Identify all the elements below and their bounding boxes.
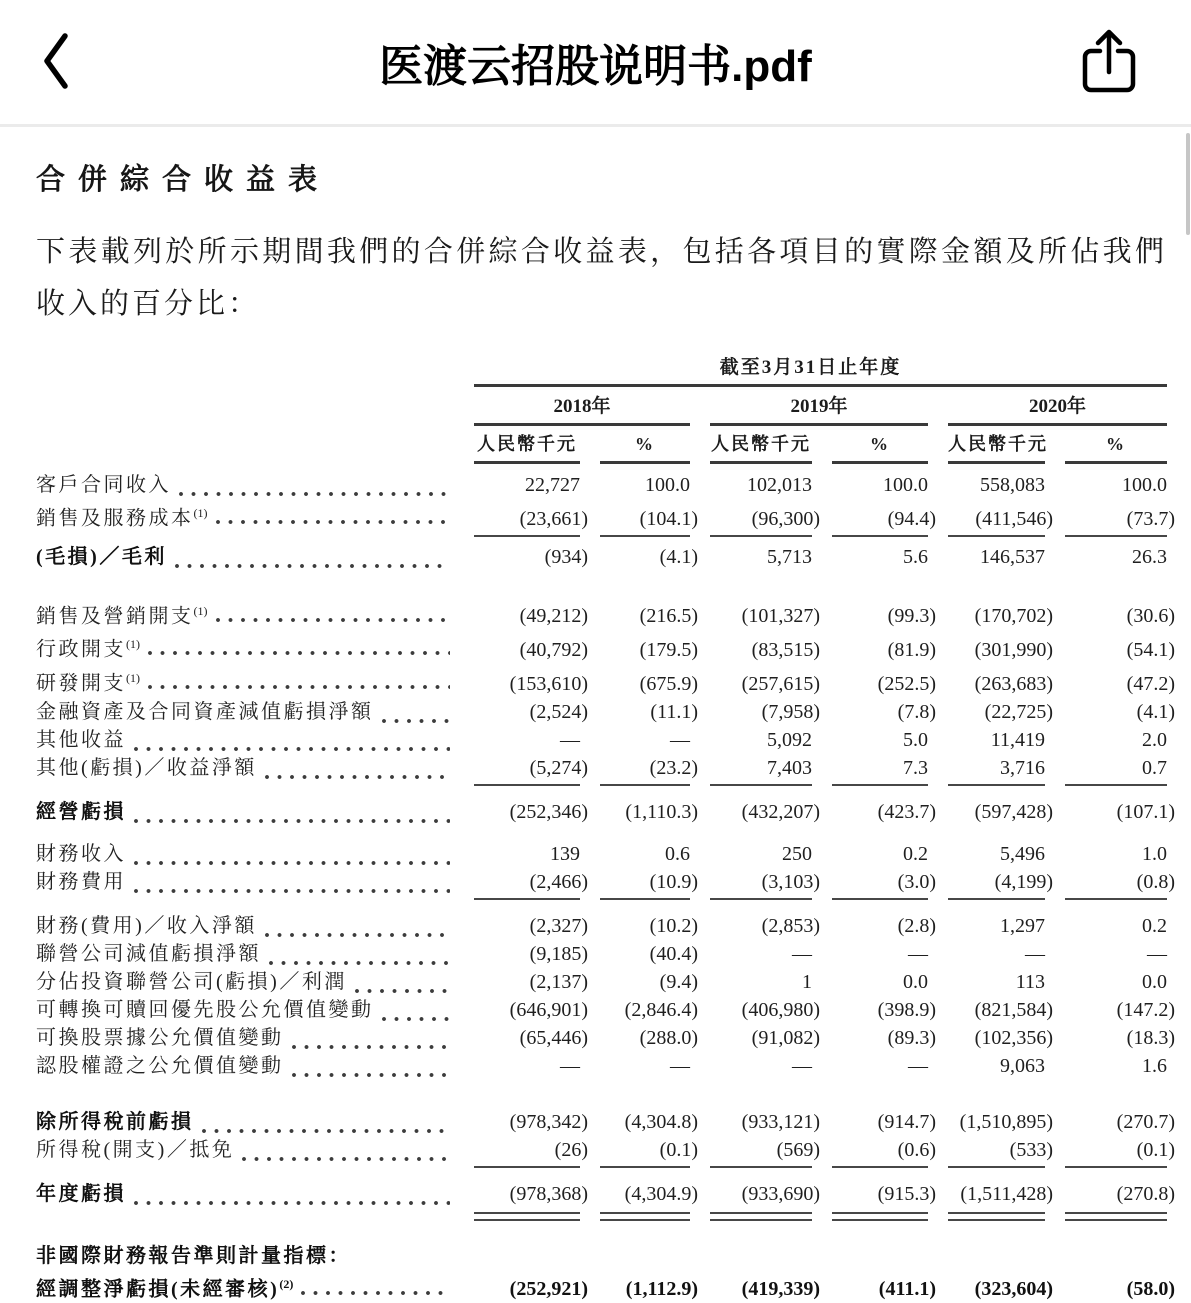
table-row (36, 1024, 1175, 1052)
column-rule (1065, 461, 1167, 464)
double-total-rule (948, 1212, 1045, 1221)
row-label: 金融資產及合同資產減值虧損淨額 (36, 698, 454, 726)
value-cell: 5,092 (767, 728, 812, 751)
year-header-2018: 2018年 (553, 396, 611, 417)
col-header-pct: % (870, 434, 890, 454)
pdf-page (0, 127, 1191, 1303)
value-cell: (2,137) (529, 970, 588, 993)
row-label: 銷售及營銷開支$^{(1)}$ (36, 597, 454, 631)
value-cell: (411.1) (878, 1278, 936, 1301)
value-cell: (1,510,895) (959, 1110, 1053, 1133)
dot-leader (382, 698, 451, 726)
subtotal-rule (600, 1164, 690, 1168)
table-row (36, 840, 1167, 868)
subtotal-rule (832, 533, 928, 537)
value-cell: (107.1) (1116, 800, 1175, 823)
value-cell: 5,496 (1000, 842, 1045, 865)
value-cell (928, 1242, 1045, 1270)
row-label: 其他收益 (36, 726, 454, 754)
value-cell: 0.6 (665, 842, 690, 865)
row-label: 除所得稅前虧損 (36, 1108, 454, 1136)
value-cell: 5.6 (903, 545, 928, 568)
row-label: 可轉換可贖回優先股公允價值變動 (36, 996, 454, 1024)
period-rule (474, 384, 1167, 387)
table-row (36, 1052, 1167, 1080)
value-cell: (411,546) (975, 507, 1053, 530)
value-cell: (4,304.8) (624, 1110, 698, 1133)
subtotal-rule (600, 782, 690, 786)
value-cell: (101,327) (741, 605, 820, 628)
row-label: 分佔投資聯營公司(虧損)／利潤 (36, 968, 454, 996)
share-button[interactable] (1073, 14, 1145, 110)
row-label: 客戶合同收入 (36, 471, 454, 499)
subtotal-rule (948, 1164, 1045, 1168)
value-cell: (4.1) (659, 545, 698, 568)
table-row (36, 726, 1167, 754)
year-rule (710, 423, 928, 426)
value-cell: 100.0 (645, 474, 690, 496)
table-period-row (36, 356, 1167, 380)
subtotal-rule (474, 782, 580, 786)
value-cell: (104.1) (639, 507, 698, 530)
value-cell: (147.2) (1116, 998, 1175, 1021)
value-cell: — (908, 942, 928, 965)
row-label: 其他(虧損)／收益淨額 (36, 754, 454, 782)
value-cell: (2.8) (897, 914, 936, 937)
dot-leader (134, 798, 450, 826)
value-cell: (4.1) (1136, 700, 1175, 723)
value-cell: (597,428) (974, 800, 1053, 823)
value-cell: 2.0 (1142, 728, 1167, 751)
period-header: 截至3月31日止年度 (719, 357, 902, 378)
dot-leader (134, 868, 450, 896)
value-cell: (934) (544, 545, 588, 568)
value-cell: (170,702) (974, 605, 1053, 628)
value-cell: 139 (550, 842, 580, 865)
dot-leader (179, 471, 450, 499)
row-label: 研發開支$^{(1)}$ (36, 664, 454, 698)
row-label: 認股權證之公允價值變動 (36, 1052, 454, 1080)
subtotal-rule (710, 533, 812, 537)
value-cell: (533) (1009, 1138, 1053, 1161)
value-cell: (10.9) (649, 870, 698, 893)
value-cell: (96,300) (751, 507, 820, 530)
value-cell: (2,327) (529, 914, 588, 937)
dot-leader (134, 840, 450, 868)
table-row (36, 1180, 1175, 1208)
value-cell: (65,446) (519, 1026, 588, 1049)
column-rule (474, 461, 580, 464)
value-cell: (83,515) (751, 638, 820, 661)
col-header-pct: % (635, 434, 655, 454)
subheader-rule-row (36, 456, 1167, 464)
value-cell: 1 (802, 970, 812, 993)
dot-leader (301, 1270, 450, 1303)
value-cell: (2,846.4) (624, 998, 698, 1021)
dot-leader (134, 726, 450, 754)
value-cell: (646,901) (509, 998, 588, 1021)
value-cell (1045, 1242, 1167, 1270)
rule-row (36, 782, 1167, 792)
table-row (36, 664, 1175, 698)
value-cell: (1,110.3) (625, 800, 698, 823)
value-cell: (5,274) (529, 756, 588, 779)
value-cell: (252,921) (509, 1278, 588, 1301)
row-label: 經調整淨虧損(未經審核)$^{(2)}$ (36, 1270, 454, 1303)
rule-row (36, 1208, 1167, 1218)
value-cell: (2,466) (529, 870, 588, 893)
value-cell: (94.4) (887, 507, 936, 530)
table-row (36, 996, 1175, 1024)
value-cell (690, 1242, 812, 1270)
value-cell: 558,083 (980, 474, 1045, 496)
value-cell: (11.1) (650, 700, 698, 723)
value-cell: (54.1) (1126, 638, 1175, 661)
income-statement-table (36, 356, 1175, 1303)
subtotal-rule (600, 896, 690, 900)
table-row (36, 1136, 1175, 1164)
column-rule (948, 461, 1045, 464)
value-cell: (4,199) (994, 870, 1053, 893)
value-cell: (179.5) (639, 638, 698, 661)
value-cell: (47.2) (1126, 672, 1175, 695)
double-total-rule (710, 1212, 812, 1221)
table-row (36, 754, 1167, 782)
table-row (36, 940, 1167, 968)
dot-leader (355, 968, 450, 996)
value-cell: 5,713 (767, 545, 812, 568)
subtotal-rule (710, 1164, 812, 1168)
value-cell: (9.4) (659, 970, 698, 993)
value-cell: (2,524) (529, 700, 588, 723)
rule-row (36, 896, 1167, 906)
dot-leader (265, 754, 450, 782)
value-cell: 3,716 (1000, 756, 1045, 779)
value-cell: — (1147, 942, 1167, 965)
dot-leader (148, 630, 450, 664)
year-rule (474, 423, 690, 426)
value-cell (812, 1242, 928, 1270)
rule-row (36, 533, 1167, 543)
table-row (36, 868, 1175, 896)
dot-leader (292, 1024, 451, 1052)
value-cell (454, 1242, 580, 1270)
value-cell: — (1025, 942, 1045, 965)
col-header-pct: % (1106, 434, 1126, 454)
table-row (36, 1270, 1175, 1303)
column-rule (600, 461, 690, 464)
subtotal-rule (1065, 782, 1167, 786)
value-cell: (23,661) (519, 507, 588, 530)
value-cell: 1.0 (1142, 842, 1167, 865)
value-cell: (1,511,428) (960, 1182, 1053, 1205)
year-rule-row (36, 419, 1167, 426)
section-heading: 合併綜合收益表 (36, 164, 331, 196)
table-row (36, 1242, 1167, 1270)
value-cell: (216.5) (639, 605, 698, 628)
income-table-body (36, 471, 1175, 1303)
scrollbar-thumb[interactable] (1186, 133, 1190, 235)
value-cell: 0.7 (1142, 756, 1167, 779)
row-label: (毛損)／毛利 (36, 543, 454, 571)
value-cell: (58.0) (1126, 1278, 1175, 1301)
value-cell: (30.6) (1126, 605, 1175, 628)
value-cell: (18.3) (1126, 1026, 1175, 1049)
row-label: 行政開支$^{(1)}$ (36, 630, 454, 664)
value-cell: 7,403 (767, 756, 812, 779)
value-cell: (419,339) (741, 1278, 820, 1301)
value-cell: (99.3) (887, 605, 936, 628)
value-cell: (933,121) (741, 1110, 820, 1133)
value-cell: (3,103) (761, 870, 820, 893)
period-rule-row (36, 380, 1167, 387)
value-cell: (9,185) (529, 942, 588, 965)
value-cell: 0.0 (1142, 970, 1167, 993)
value-cell: (7,958) (761, 700, 820, 723)
value-cell: (81.9) (887, 638, 936, 661)
dot-leader (242, 1136, 450, 1164)
value-cell: 9,063 (1000, 1054, 1045, 1077)
table-row (36, 499, 1175, 533)
value-cell: (569) (776, 1138, 820, 1161)
subtotal-rule (1065, 1164, 1167, 1168)
year-header-2020: 2020年 (1028, 396, 1086, 417)
value-cell: (263,683) (974, 672, 1053, 695)
double-total-rule (832, 1212, 928, 1221)
subtotal-rule (710, 896, 812, 900)
row-label: 可換股票據公允價值變動 (36, 1024, 454, 1052)
col-header-amount: 人民幣千元 (948, 434, 1048, 454)
row-label: 年度虧損 (36, 1180, 454, 1208)
value-cell: (423.7) (877, 800, 936, 823)
subtotal-rule (832, 896, 928, 900)
value-cell: 250 (782, 842, 812, 865)
subtotal-rule (474, 533, 580, 537)
value-cell: (933,690) (741, 1182, 820, 1205)
value-cell: — (908, 1054, 928, 1077)
subtotal-rule (474, 896, 580, 900)
double-total-rule (474, 1212, 580, 1221)
dot-leader (175, 543, 450, 571)
double-total-rule (600, 1212, 690, 1221)
table-year-row (36, 395, 1167, 419)
value-cell: 113 (1015, 970, 1045, 993)
table-row (36, 471, 1167, 499)
value-cell: (26) (554, 1138, 588, 1161)
app-header (0, 0, 1191, 124)
value-cell: (301,990) (974, 638, 1053, 661)
table-row (36, 798, 1175, 826)
intro-paragraph: 下表載列於所示期間我們的合併綜合收益表，包括各項目的實際金額及所佔我們收入的百分比： (36, 236, 1167, 320)
value-cell: (0.1) (1136, 1138, 1175, 1161)
table-row (36, 597, 1175, 631)
value-cell: (406,980) (741, 998, 820, 1021)
value-cell: 1.6 (1142, 1054, 1167, 1077)
value-cell: (1,112.9) (625, 1278, 698, 1301)
value-cell: (91,082) (751, 1026, 820, 1049)
value-cell: (0.1) (659, 1138, 698, 1161)
value-cell: (102,356) (974, 1026, 1053, 1049)
value-cell: — (670, 1054, 690, 1077)
subtotal-rule (948, 533, 1045, 537)
value-cell: (40.4) (649, 942, 698, 965)
table-subheader-row (36, 432, 1167, 456)
value-cell: (915.3) (877, 1182, 936, 1205)
value-cell: (3.0) (897, 870, 936, 893)
value-cell: (252.5) (877, 672, 936, 695)
subtotal-rule (710, 782, 812, 786)
year-rule (948, 423, 1167, 426)
value-cell: 146,537 (980, 545, 1045, 568)
value-cell: (22,725) (984, 700, 1053, 723)
row-label: 銷售及服務成本$^{(1)}$ (36, 499, 454, 533)
value-cell: (89.3) (887, 1026, 936, 1049)
subtotal-rule (474, 1164, 580, 1168)
value-cell: (821,584) (974, 998, 1053, 1021)
value-cell: (398.9) (877, 998, 936, 1021)
value-cell: 11,419 (990, 728, 1045, 751)
value-cell: (252,346) (509, 800, 588, 823)
value-cell (580, 1242, 690, 1270)
row-label: 財務(費用)／收入淨額 (36, 912, 454, 940)
value-cell: 5.0 (903, 728, 928, 751)
value-cell: (10.2) (649, 914, 698, 937)
col-header-amount: 人民幣千元 (711, 434, 811, 454)
row-label: 財務收入 (36, 840, 454, 868)
subtotal-rule (600, 533, 690, 537)
subtotal-rule (948, 896, 1045, 900)
value-cell: — (792, 942, 812, 965)
value-cell: 100.0 (1122, 474, 1167, 496)
column-rule (832, 461, 928, 464)
value-cell: (7.8) (897, 700, 936, 723)
subtotal-rule (832, 782, 928, 786)
value-cell: (978,342) (509, 1110, 588, 1133)
table-row (36, 968, 1167, 996)
value-cell: (978,368) (509, 1182, 588, 1205)
share-icon (1081, 28, 1137, 97)
value-cell: (153,610) (509, 672, 588, 695)
subtotal-rule (832, 1164, 928, 1168)
table-row (36, 912, 1167, 940)
value-cell: (2,853) (761, 914, 820, 937)
dot-leader (216, 597, 451, 631)
dot-leader (202, 1108, 451, 1136)
value-cell: (432,207) (741, 800, 820, 823)
dot-leader (269, 940, 450, 968)
row-label: 所得稅(開支)／抵免 (36, 1136, 454, 1164)
dot-leader (382, 996, 451, 1024)
value-cell: (4,304.9) (624, 1182, 698, 1205)
value-cell: 0.2 (1142, 914, 1167, 937)
value-cell: 26.3 (1132, 545, 1167, 568)
row-label: 聯營公司減值虧損淨額 (36, 940, 454, 968)
double-total-rule (1065, 1212, 1167, 1221)
table-row (36, 698, 1175, 726)
value-cell: (0.8) (1136, 870, 1175, 893)
value-cell: (49,212) (519, 605, 588, 628)
table-row (36, 543, 1167, 571)
value-cell: (288.0) (639, 1026, 698, 1049)
table-row (36, 630, 1175, 664)
value-cell: — (792, 1054, 812, 1077)
value-cell: 102,013 (747, 474, 812, 496)
dot-leader (292, 1052, 451, 1080)
value-cell: (73.7) (1126, 507, 1175, 530)
subtotal-rule (1065, 896, 1167, 900)
rule-row (36, 1164, 1167, 1174)
value-cell: (675.9) (639, 672, 698, 695)
value-cell: 22,727 (525, 474, 580, 496)
value-cell: 0.2 (903, 842, 928, 865)
row-label: 非國際財務報告準則計量指標： (36, 1242, 454, 1270)
value-cell: 1,297 (1000, 914, 1045, 937)
value-cell: — (560, 728, 580, 751)
subtotal-rule (948, 782, 1045, 786)
subtotal-rule (1065, 533, 1167, 537)
value-cell: (40,792) (519, 638, 588, 661)
document-title: 医渡云招股说明书.pdf (379, 42, 812, 91)
table-row (36, 1108, 1175, 1136)
row-label: 經營虧損 (36, 798, 454, 826)
value-cell: (270.8) (1116, 1182, 1175, 1205)
dot-leader (359, 1242, 450, 1270)
column-rule (710, 461, 812, 464)
year-header-2019: 2019年 (790, 396, 848, 417)
row-label: 財務費用 (36, 868, 454, 896)
value-cell: (323,604) (974, 1278, 1053, 1301)
value-cell: (270.7) (1116, 1110, 1175, 1133)
value-cell: — (560, 1054, 580, 1077)
value-cell: (23.2) (649, 756, 698, 779)
value-cell: (0.6) (897, 1138, 936, 1161)
col-header-amount: 人民幣千元 (477, 434, 577, 454)
value-cell: 100.0 (883, 474, 928, 496)
dot-leader (134, 1180, 450, 1208)
value-cell: 7.3 (903, 756, 928, 779)
value-cell: — (670, 728, 690, 751)
dot-leader (216, 499, 451, 533)
value-cell: (257,615) (741, 672, 820, 695)
value-cell: 0.0 (903, 970, 928, 993)
dot-leader (148, 664, 450, 698)
dot-leader (265, 912, 450, 940)
value-cell: (914.7) (877, 1110, 936, 1133)
